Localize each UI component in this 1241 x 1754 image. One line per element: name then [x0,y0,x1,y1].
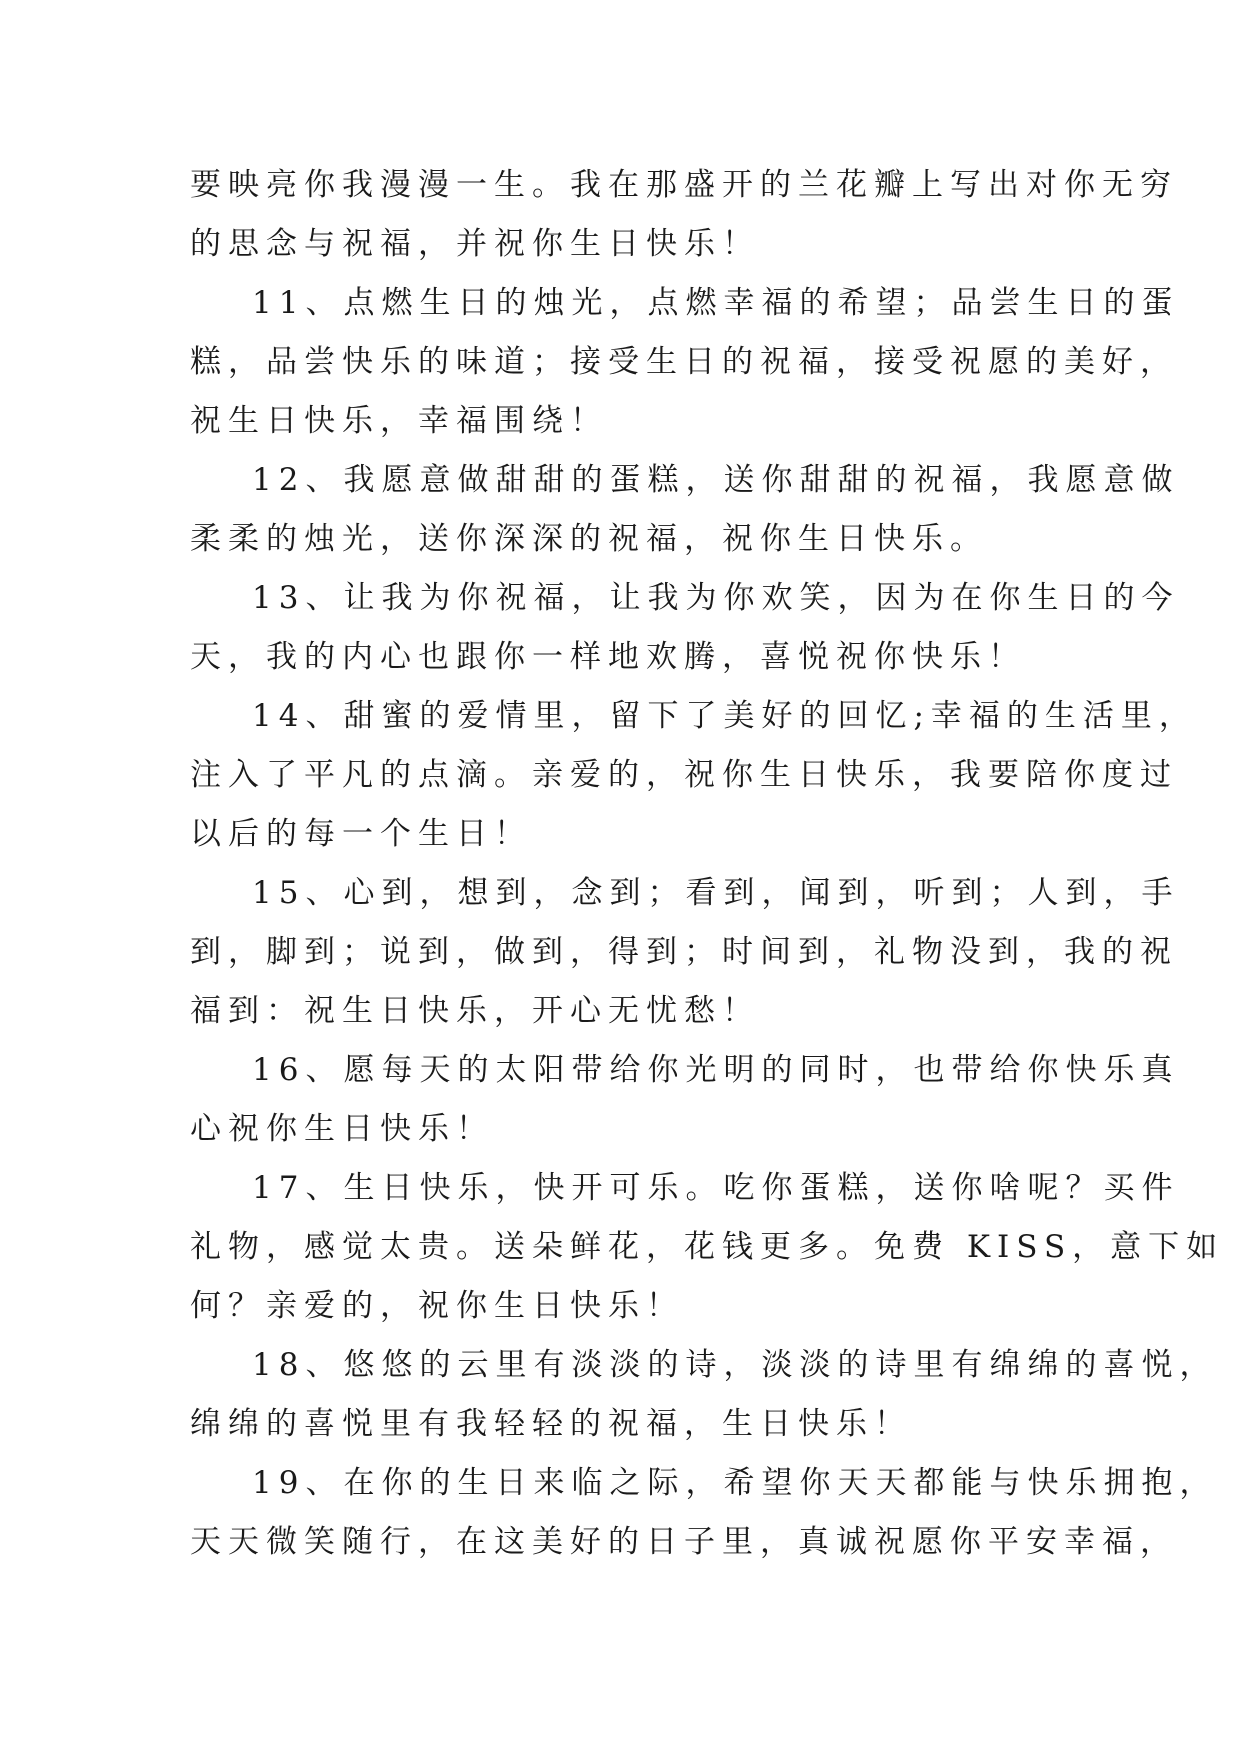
paragraph-wish-12 [190,451,1180,569]
paragraph-wish-19 [190,1454,1218,1572]
text-line: 祝生日快乐，幸福围绕！ [190,403,608,439]
text-line: 13、让我为你祝福，让我为你欢笑，因为在你生日的今 [252,580,1180,616]
text-line: 天，我的内心也跟你一样地欢腾，喜悦祝你快乐！ [190,639,1026,675]
paragraph-continuation [190,156,1178,274]
paragraph-wish-11 [190,274,1180,451]
paragraph-wish-15 [190,864,1180,1041]
text-line: 16、愿每天的太阳带给你光明的同时，也带给你快乐真 [252,1052,1180,1088]
text-line: 糕，品尝快乐的味道；接受生日的祝福，接受祝愿的美好， [190,344,1178,380]
text-line: 到，脚到；说到，做到，得到；时间到，礼物没到，我的祝 [190,934,1178,970]
text-line: 18、悠悠的云里有淡淡的诗，淡淡的诗里有绵绵的喜悦， [252,1347,1218,1383]
text-line: 以后的每一个生日！ [190,816,532,852]
text-line: 17、生日快乐，快开可乐。吃你蛋糕，送你啥呢？买件 [252,1170,1180,1206]
paragraph-wish-16 [190,1041,1180,1159]
text-line: 柔柔的烛光，送你深深的祝福，祝你生日快乐。 [190,521,988,557]
text-line: 心祝你生日快乐！ [190,1111,494,1147]
text-line: 绵绵的喜悦里有我轻轻的祝福，生日快乐！ [190,1406,912,1442]
text-line: 礼物，感觉太贵。送朵鲜花，花钱更多。免费 KISS，意下如 [190,1229,1225,1265]
text-line: 天天微笑随行，在这美好的日子里，真诚祝愿你平安幸福， [190,1524,1178,1560]
text-line: 福到：祝生日快乐，开心无忧愁！ [190,993,760,1029]
paragraph-wish-14 [190,687,1197,864]
text-line: 19、在你的生日来临之际，希望你天天都能与快乐拥抱， [252,1465,1218,1501]
paragraph-wish-17 [190,1159,1225,1336]
text-line: 何？亲爱的，祝你生日快乐！ [190,1288,684,1324]
text-line: 14、甜蜜的爱情里，留下了美好的回忆;幸福的生活里， [252,698,1197,734]
text-line: 要映亮你我漫漫一生。我在那盛开的兰花瓣上写出对你无穷 [190,167,1178,203]
text-line: 11、点燃生日的烛光，点燃幸福的希望；品尝生日的蛋 [252,285,1180,321]
paragraph-wish-18 [190,1336,1218,1454]
text-line: 注入了平凡的点滴。亲爱的，祝你生日快乐，我要陪你度过 [190,757,1178,793]
text-line: 15、心到，想到，念到；看到，闻到，听到；人到，手 [252,875,1180,911]
text-line: 12、我愿意做甜甜的蛋糕，送你甜甜的祝福，我愿意做 [252,462,1180,498]
document-body [190,156,1225,1572]
paragraph-wish-13 [190,569,1180,687]
text-line: 的思念与祝福，并祝你生日快乐！ [190,226,760,262]
